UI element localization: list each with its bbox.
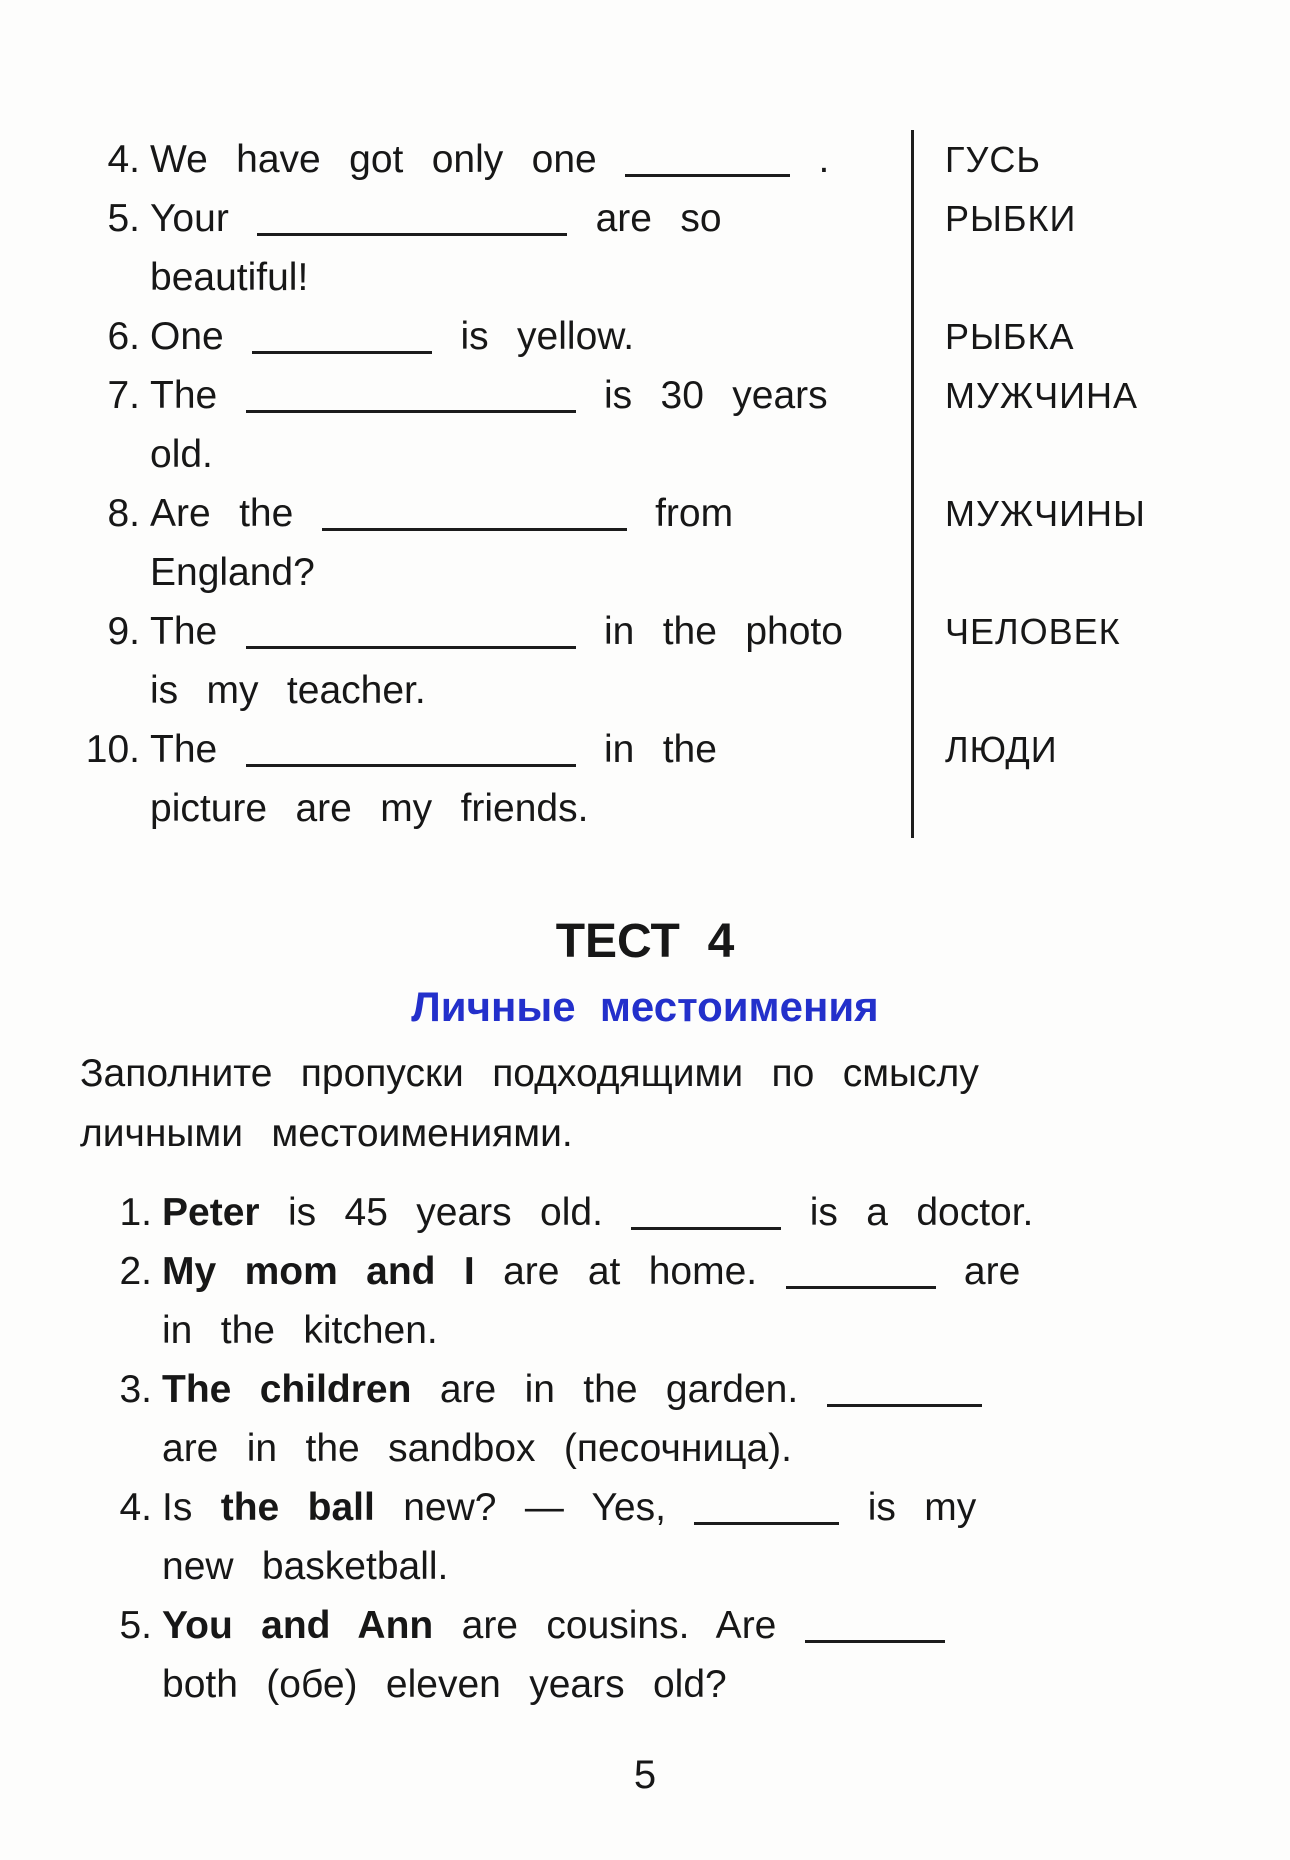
item-text (150, 307, 911, 366)
instructions-line: Заполните пропуски подходящими по смыслу (80, 1052, 979, 1095)
item-number: 4. (107, 138, 140, 181)
exercise-item (80, 1596, 1210, 1714)
item-text (150, 366, 911, 484)
test-instructions (80, 1044, 1210, 1164)
item-number: 4. (119, 1486, 152, 1529)
answer-blank (257, 233, 567, 236)
item-line: England? (150, 551, 315, 594)
item-text (162, 1242, 1210, 1360)
item-text (162, 1183, 1210, 1242)
emphasized-text: The children (162, 1368, 412, 1411)
answer-blank (694, 1522, 839, 1525)
item-text (162, 1596, 1210, 1714)
answer-blank (252, 351, 432, 354)
item-line: new basketball. (162, 1545, 449, 1588)
item-line: Your are so (150, 197, 722, 240)
item-number: 1. (119, 1191, 152, 1234)
item-text (150, 130, 911, 189)
answer-blank (631, 1227, 781, 1230)
item-line: Peter is 45 years old. is a doctor. (162, 1191, 1034, 1234)
test-subtitle: Личные местоимения (411, 983, 879, 1030)
emphasized-text: You and Ann (162, 1604, 434, 1647)
item-number: 2. (119, 1250, 152, 1293)
item-line: The in the (150, 728, 717, 771)
item-line: are in the sandbox (песочница). (162, 1427, 792, 1470)
exercise-item (80, 307, 1210, 366)
item-line: The is 30 years (150, 374, 828, 417)
answer-blank (625, 174, 790, 177)
item-line: One is yellow. (150, 315, 635, 358)
item-line: old. (150, 433, 213, 476)
exercise-item (80, 1242, 1210, 1360)
answer-blank (246, 764, 576, 767)
item-line: is my teacher. (150, 669, 426, 712)
item-line: Is the ball new? — Yes, is my (162, 1486, 977, 1529)
answer-blank (786, 1286, 936, 1289)
answer-blank (246, 646, 576, 649)
item-line: Are the from (150, 492, 734, 535)
hint-word: ЛЮДИ (911, 720, 1210, 838)
item-line: both (обе) eleven years old? (162, 1663, 727, 1706)
item-line: The in the photo (150, 610, 843, 653)
item-line: You and Ann are cousins. Are (162, 1596, 1210, 1655)
exercise-item (80, 130, 1210, 189)
emphasized-text: My mom and I (162, 1250, 475, 1293)
item-line: in the kitchen. (162, 1309, 438, 1352)
item-text (150, 484, 911, 602)
hint-word: МУЖЧИНЫ (911, 484, 1210, 602)
exercise-item (80, 366, 1210, 484)
test-title: ТЕСТ 4 (555, 915, 735, 968)
item-line: The children are in the garden. (162, 1360, 1210, 1419)
item-number: 5. (119, 1604, 152, 1647)
item-number: 7. (107, 374, 140, 417)
hint-word: РЫБКИ (911, 189, 1210, 307)
emphasized-text: Peter (162, 1191, 260, 1234)
emphasized-text: the ball (220, 1486, 375, 1529)
exercise-pronoun-list (80, 1183, 1210, 1714)
answer-blank (805, 1640, 945, 1643)
item-text (150, 602, 911, 720)
exercise-item (80, 720, 1210, 838)
item-line: picture are my friends. (150, 787, 589, 830)
answer-blank (827, 1404, 982, 1407)
item-line: beautiful! (150, 256, 309, 299)
item-number: 8. (107, 492, 140, 535)
answer-blank (246, 410, 576, 413)
exercise-item (80, 189, 1210, 307)
item-line: My mom and I are at home. are (162, 1250, 1021, 1293)
exercise-noun-list (80, 130, 1210, 838)
item-line: We have got only one . (150, 138, 830, 181)
hint-word: ЧЕЛОВЕК (911, 602, 1210, 720)
item-number: 3. (119, 1368, 152, 1411)
item-text (150, 720, 911, 838)
exercise-item (80, 1360, 1210, 1478)
hint-word: МУЖЧИНА (911, 366, 1210, 484)
item-text (162, 1360, 1210, 1478)
item-number: 6. (107, 315, 140, 358)
exercise-item (80, 602, 1210, 720)
item-text (162, 1478, 1210, 1596)
exercise-item (80, 1183, 1210, 1242)
answer-blank (322, 528, 627, 531)
item-text (150, 189, 911, 307)
hint-word: ГУСЬ (911, 130, 1210, 189)
item-number: 9. (107, 610, 140, 653)
hint-word: РЫБКА (911, 307, 1210, 366)
page-number: 5 (633, 1753, 657, 1797)
instructions-line: личными местоимениями. (80, 1112, 573, 1155)
exercise-item (80, 1478, 1210, 1596)
item-number: 5. (107, 197, 140, 240)
exercise-item (80, 484, 1210, 602)
item-number: 10. (85, 728, 140, 771)
